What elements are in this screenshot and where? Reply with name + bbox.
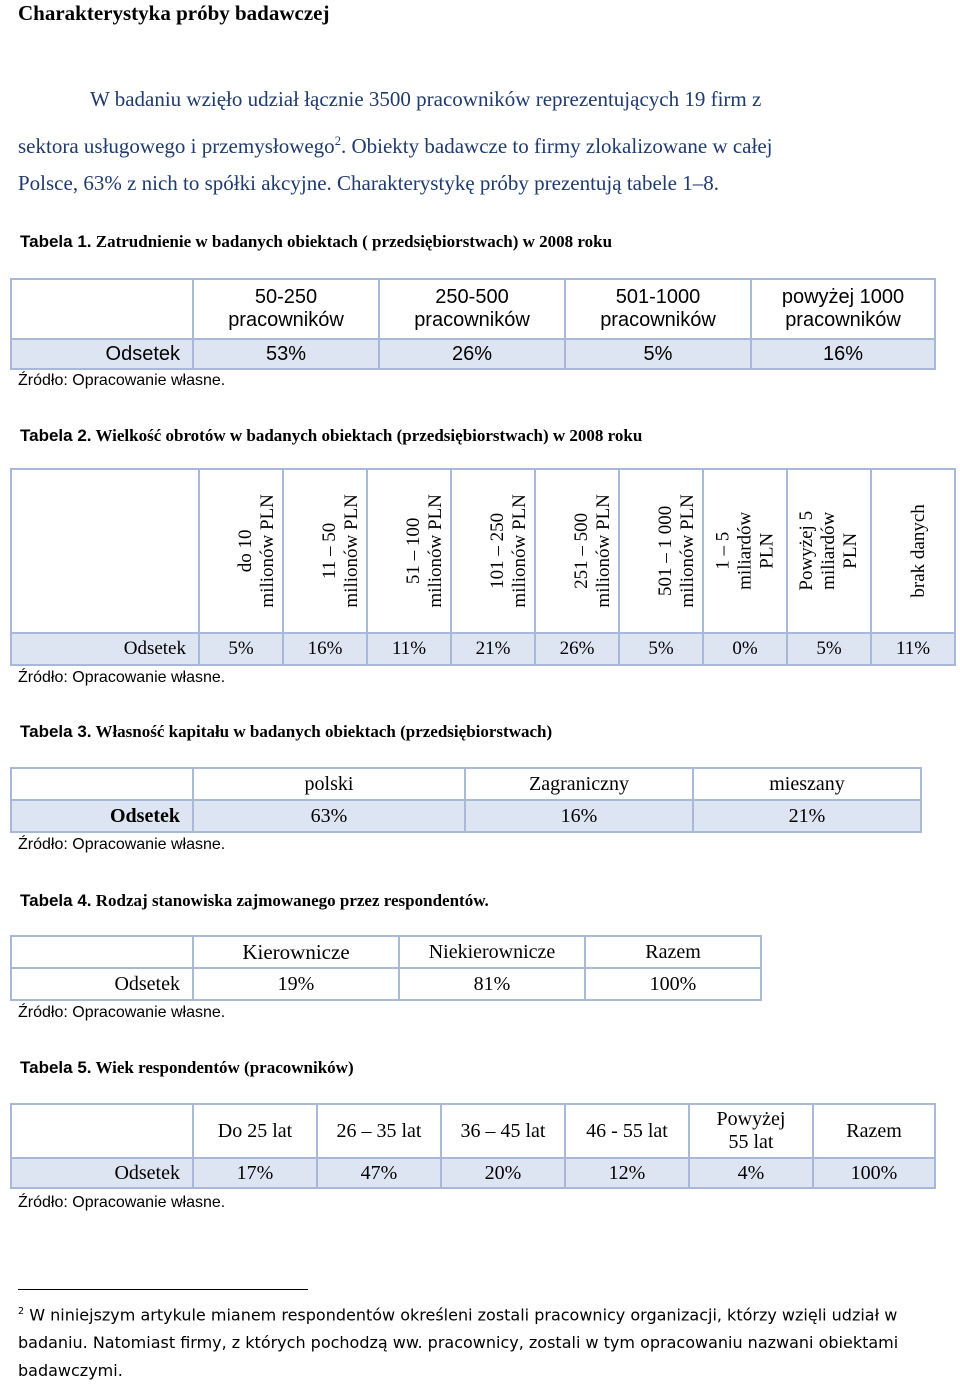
header-line: pracowników [228, 309, 344, 331]
table5-header-cell [317, 1104, 441, 1158]
header-line: Powyżej [716, 1108, 786, 1130]
table3-header-cell: Zagraniczny [465, 768, 693, 800]
header-line: Powyżej 5 [796, 511, 818, 591]
page-heading: Charakterystyka próby badawczej [18, 1, 330, 25]
header-line: 46 - 55 lat [586, 1119, 668, 1142]
table4-header-cell: Kierownicze [193, 936, 399, 968]
footnote-ref: 2 [334, 134, 341, 148]
table3-data-row [11, 800, 921, 832]
table4-value: 19% [193, 968, 399, 1000]
table2-corner-cell [11, 469, 199, 633]
vertical-header [403, 494, 447, 607]
header-line: 51 – 100 [402, 517, 424, 585]
intro-line-2 [18, 120, 772, 167]
footnote-line-1 [18, 1298, 938, 1329]
table1-source: Źródło: Opracowanie własne. [18, 372, 226, 389]
table2-value: 16% [283, 633, 367, 665]
vertical-header [235, 494, 279, 607]
table4 [10, 935, 762, 1001]
header-line: 26 – 35 lat [336, 1119, 422, 1142]
table2-caption [20, 426, 642, 446]
header-line: 55 lat [728, 1131, 774, 1153]
table2-value: 21% [451, 633, 535, 665]
table5-source: Źródło: Opracowanie własne. [18, 1194, 226, 1211]
table5-value: 4% [689, 1158, 813, 1188]
table5-value: 47% [317, 1158, 441, 1188]
table5-value: 100% [813, 1158, 935, 1188]
table2-title: Wielkość obrotów w badanych obiektach (przedsiębiorstwach) w 2008 roku [91, 426, 643, 445]
header-line: pracowników [414, 309, 530, 331]
table2-header-row [11, 469, 955, 633]
table2-header-cell [451, 469, 535, 633]
table1-corner-cell [11, 279, 193, 339]
table4-source: Źródło: Opracowanie własne. [18, 1004, 226, 1021]
table4-caption [20, 891, 489, 911]
intro-line-2b: . Obiekty badawcze to firmy zlokalizowane w całej [340, 134, 773, 158]
vertical-header [796, 511, 862, 591]
table2-value: 5% [787, 633, 871, 665]
vertical-header [655, 494, 699, 607]
table4-label: Tabela 4. [20, 891, 92, 910]
header-line: 101 – 250 [486, 512, 508, 589]
table5-value: 12% [565, 1158, 689, 1188]
table5-value: 20% [441, 1158, 565, 1188]
table2-value: 11% [367, 633, 451, 665]
table2-value: 5% [199, 633, 283, 665]
table5-caption [20, 1058, 354, 1078]
intro-line-2a: sektora usługowego i przemysłowego [18, 134, 335, 158]
vertical-header [712, 512, 778, 590]
table3-title: Własność kapitału w badanych obiektach (przedsiębiorstwach) [91, 722, 553, 741]
table1-header-cell [751, 279, 935, 339]
table2-header-cell [283, 469, 367, 633]
table5-title: Wiek respondentów (pracowników) [91, 1058, 354, 1077]
header-line: 501-1000 [615, 286, 701, 308]
header-line: milionów PLN [508, 494, 530, 608]
table5-header-cell [193, 1104, 317, 1158]
table3-label: Tabela 3. [20, 722, 92, 741]
header-line: do 10 [234, 529, 256, 573]
table4-value: 100% [585, 968, 761, 1000]
header-line: 1 – 5 [712, 531, 734, 570]
table2-value: 0% [703, 633, 787, 665]
table4-data-row [11, 968, 761, 1000]
table5-corner-cell [11, 1104, 193, 1158]
table1 [10, 278, 936, 370]
table1-data-row [11, 339, 935, 369]
table3-header-cell: polski [193, 768, 465, 800]
header-line: pracowników [785, 309, 901, 331]
table3-caption [20, 722, 552, 742]
header-line: 501 – 1 000 [654, 505, 676, 597]
header-line: milionów PLN [592, 494, 614, 608]
table5-header-row [11, 1104, 935, 1158]
table2-label: Tabela 2. [20, 426, 92, 445]
table3-value: 16% [465, 800, 693, 832]
table2-source: Źródło: Opracowanie własne. [18, 669, 226, 686]
table4-title: Rodzaj stanowiska zajmowanego przez respondentów. [91, 891, 489, 910]
header-line: miliardów [818, 511, 840, 590]
table5-data-row [11, 1158, 935, 1188]
header-line: Do 25 lat [217, 1119, 293, 1142]
intro-line-1: W badaniu wzięło udział łącznie 3500 pracowników reprezentujących 19 firm z [90, 87, 762, 111]
table2-header-cell [787, 469, 871, 633]
table5-header-cell [441, 1104, 565, 1158]
table3-header-cell: mieszany [693, 768, 921, 800]
table3-source: Źródło: Opracowanie własne. [18, 836, 226, 853]
header-line: 250-500 [435, 286, 509, 308]
vertical-header [487, 494, 531, 607]
footnote-mark: 2 [18, 1306, 25, 1317]
table2-value: 26% [535, 633, 619, 665]
header-line: 11 – 50 [318, 522, 340, 580]
table3-corner-cell [11, 768, 193, 800]
intro-line-3: Polsce, 63% z nich to spółki akcyjne. Charakterystykę próby prezentują tabele 1–8. [18, 171, 719, 195]
table1-title: Zatrudnienie w badanych obiektach ( przedsiębiorstwach) w 2008 roku [91, 232, 613, 251]
table5-label: Tabela 5. [20, 1058, 92, 1077]
table1-header-cell [379, 279, 565, 339]
header-line: 50-250 [254, 286, 318, 308]
row-label: Odsetek [11, 1158, 193, 1188]
footnote-divider [18, 1289, 308, 1290]
table1-caption [20, 232, 612, 252]
vertical-header [571, 494, 615, 607]
vertical-header [319, 494, 363, 607]
header-line: milionów PLN [340, 494, 362, 608]
table1-value: 26% [379, 339, 565, 369]
table3 [10, 767, 922, 833]
header-line: pracowników [600, 309, 716, 331]
row-label: Odsetek [11, 633, 199, 665]
table1-label: Tabela 1. [20, 232, 92, 251]
table3-value: 63% [193, 800, 465, 832]
table1-header-cell [193, 279, 379, 339]
header-line: 251 – 500 [570, 512, 592, 589]
header-line: 36 – 45 lat [460, 1119, 546, 1142]
table5-header-cell [813, 1104, 935, 1158]
table2-header-cell [199, 469, 283, 633]
table4-header-cell: Razem [585, 936, 761, 968]
table3-value: 21% [693, 800, 921, 832]
header-line: Razem [846, 1119, 902, 1142]
footnote-line-3: badawczymi. [18, 1361, 123, 1381]
table4-header-cell: Niekierownicze [399, 936, 585, 968]
table2-data-row [11, 633, 955, 665]
table1-header-row [11, 279, 935, 339]
header-line: milionów PLN [424, 494, 446, 608]
table2-header-cell [535, 469, 619, 633]
table2 [10, 468, 956, 666]
table4-corner-cell [11, 936, 193, 968]
table1-value: 5% [565, 339, 751, 369]
header-line: milionów PLN [676, 494, 698, 608]
vertical-header [908, 504, 930, 597]
header-line: brak danych [907, 504, 929, 598]
intro-paragraph [18, 78, 938, 208]
table1-header-cell [565, 279, 751, 339]
table1-value: 53% [193, 339, 379, 369]
table2-value: 5% [619, 633, 703, 665]
footnote-line-2: badaniu. Natomiast firmy, z których pochodzą ww. pracownicy, zostali w tym opracowaniu nazwani obiektami [18, 1333, 899, 1353]
table4-header-row [11, 936, 761, 968]
header-line: PLN [755, 532, 777, 569]
table5-header-cell [565, 1104, 689, 1158]
row-label: Odsetek [11, 339, 193, 369]
table1-value: 16% [751, 339, 935, 369]
row-label: Odsetek [11, 800, 193, 832]
footnote [18, 1298, 938, 1385]
table2-value: 11% [871, 633, 955, 665]
table4-value: 81% [399, 968, 585, 1000]
header-line: PLN [839, 532, 861, 569]
table2-header-cell [871, 469, 955, 633]
table5 [10, 1103, 936, 1189]
footnote-text-1: W niniejszym artykule mianem respondentów określeni zostali pracownicy organizacji, którzy wzięli udział w [24, 1305, 898, 1325]
table5-header-cell [689, 1104, 813, 1158]
table2-header-cell [367, 469, 451, 633]
row-label: Odsetek [11, 968, 193, 1000]
header-line: miliardów [734, 511, 756, 590]
table3-header-row [11, 768, 921, 800]
header-line: powyżej 1000 [781, 286, 905, 308]
table2-header-cell [703, 469, 787, 633]
header-line: milionów PLN [256, 494, 278, 608]
table2-header-cell [619, 469, 703, 633]
table5-value: 17% [193, 1158, 317, 1188]
